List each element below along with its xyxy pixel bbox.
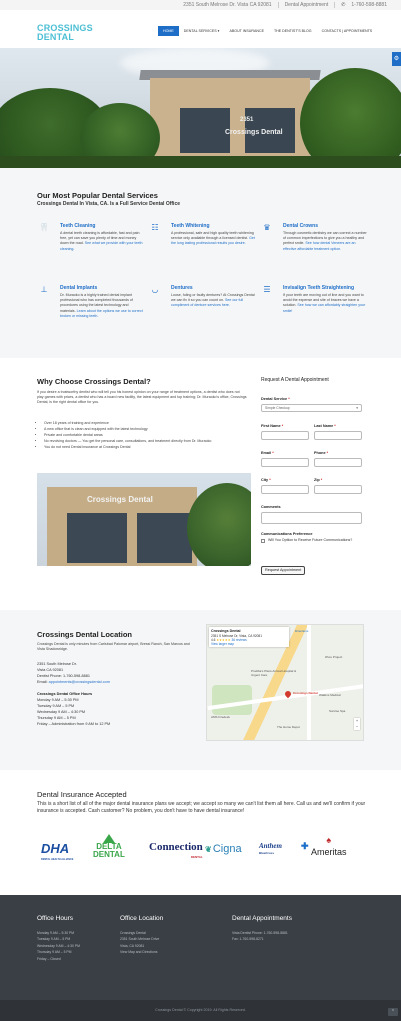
ameritas-flame-icon: ♠ bbox=[326, 835, 332, 845]
comm-pref-label: Communications Preference bbox=[261, 532, 313, 536]
insurance-desc: This is a short list of all of the major dental insurance plans we accept; we accept so many we can't list them all here. Call us and we'll confirm if your insurance is accepted. Cash customer? No problem, you don't have to have dental insurance! bbox=[37, 801, 366, 815]
services-section bbox=[0, 168, 401, 358]
tooth-cleaning-icon: 🦷 bbox=[39, 223, 49, 232]
why-choose-section bbox=[0, 365, 401, 610]
top-address: 2351 South Melrose Dr. Vista CA 92081 bbox=[183, 1, 272, 8]
last-name-input[interactable] bbox=[314, 431, 362, 440]
service-title[interactable]: Teeth Cleaning bbox=[60, 223, 96, 229]
last-name-label: Last Name * bbox=[314, 424, 336, 428]
photo-sign: Crossings Dental bbox=[87, 495, 153, 504]
map-place-address: 2351 S Melrose Dr, Vista, CA 92081 bbox=[211, 633, 262, 638]
map-zoom-control[interactable] bbox=[354, 718, 360, 730]
map-label: Walkins Medical bbox=[319, 693, 341, 697]
hours-list bbox=[37, 698, 197, 727]
zip-input[interactable] bbox=[314, 485, 362, 494]
photo-window bbox=[67, 513, 127, 563]
delta-dental-logo: DELTA DENTAL bbox=[93, 834, 125, 859]
comments-textarea[interactable] bbox=[261, 512, 362, 524]
service-link[interactable]: See how we can affordably straighten your smile! bbox=[283, 303, 366, 313]
zoom-in-icon: + bbox=[355, 718, 359, 723]
insurance-section bbox=[0, 770, 401, 895]
service-select[interactable]: Simple Checkup ▾ bbox=[261, 404, 362, 412]
divider bbox=[334, 2, 335, 8]
anthem-cross-icon: ✚ bbox=[301, 841, 309, 851]
hours-item: Thursday 9 AM – 5 PM bbox=[37, 715, 76, 720]
cigna-logo: ❦ Cigna bbox=[205, 843, 242, 855]
request-appointment-button[interactable]: Request Appointment bbox=[261, 566, 305, 575]
site-footer bbox=[0, 895, 401, 1000]
chevron-down-icon: ▾ bbox=[356, 406, 358, 410]
dentures-icon: ◡ bbox=[151, 285, 159, 294]
service-desc: A dental teeth cleaning is affordable, fast and pain free, yet can save you plenty of time and money down the road. See what we provide with your teeth cleaning. bbox=[60, 231, 143, 251]
teeth-whitening-icon: ☷ bbox=[151, 223, 159, 232]
dental-crowns-icon: ♛ bbox=[263, 223, 271, 232]
list-item: • No revolving doctors — You get the personal care, consultations, and treatment directly from Dr. Muraoko bbox=[44, 438, 249, 444]
list-item: • A new office that is clean and equipped with the latest technology bbox=[44, 426, 249, 432]
first-name-label: First Name * bbox=[261, 424, 284, 428]
dentist-phone: Dentist Phone: 1-760-598-8881 bbox=[37, 673, 90, 678]
map-label: Sunrise Spa bbox=[329, 709, 346, 713]
view-map-link[interactable]: View Map and Directions bbox=[120, 950, 158, 955]
office-photo bbox=[37, 473, 251, 566]
map-info-card bbox=[209, 627, 289, 647]
list-item: • You do not need Dental insurance at Crossings Dental bbox=[44, 444, 249, 450]
map-pin-label: Crossings Dental bbox=[293, 691, 318, 695]
email-input[interactable] bbox=[261, 458, 309, 467]
hero-building-sign: Crossings Dental bbox=[225, 129, 283, 136]
map-place-name: Crossings Dental bbox=[211, 629, 241, 633]
footer-appointments bbox=[232, 915, 292, 943]
city-label: City * bbox=[261, 478, 271, 482]
address-line: 2351 South Melrose Dr. bbox=[37, 662, 77, 666]
top-phone-link[interactable]: 1-760-598-8881 bbox=[351, 1, 387, 8]
list-item: • Private and comfortable dental areas bbox=[44, 432, 249, 438]
service-title[interactable]: Dental Implants bbox=[60, 285, 98, 291]
comments-label: Comments bbox=[261, 505, 281, 509]
form-title: Request A Dental Appointment bbox=[261, 377, 329, 383]
email-line: Email: appointments@crossingsdental.com bbox=[37, 679, 110, 684]
hero-hedge bbox=[0, 156, 401, 168]
site-header bbox=[0, 10, 401, 48]
hours-item: Monday 9 AM – 5:30 PM bbox=[37, 698, 79, 702]
hours-item: Friday – Administration from 9 AM to 12 PM bbox=[37, 721, 111, 726]
city-input[interactable] bbox=[261, 485, 309, 494]
logo-line1: CROSSINGS bbox=[37, 23, 93, 33]
divider bbox=[278, 2, 279, 8]
service-desc: If your teeth are moving out of line and you want to avoid the expense and site of braces we have a solution. See how we can affordably straighten your smile! bbox=[283, 293, 366, 313]
nav-dentists-blog[interactable]: THE DENTIST'S BLOG bbox=[273, 28, 312, 33]
footer-hours-list: Monday 9 AM – 5:30 PM Tuesday 9 AM – 5 PM Wednesday 9 AM – 4:30 PM Thursday 9 AM – 5 PM Friday – Closed bbox=[37, 930, 80, 961]
view-larger-map-link[interactable]: View larger map bbox=[211, 642, 234, 647]
footer-hours-title: Office Hours bbox=[37, 915, 74, 922]
google-map[interactable] bbox=[206, 624, 364, 741]
copyright-text: Crossings Dental © Copyright 2019. All Rights Reserved. bbox=[155, 1008, 246, 1013]
service-link[interactable]: See how dental Veneers are an effective affordable treatment option. bbox=[283, 241, 356, 251]
top-appointment-link[interactable]: Dental Appointment bbox=[284, 1, 329, 8]
insurance-logos bbox=[37, 834, 367, 866]
photo-window bbox=[137, 513, 192, 563]
logo-line2: DENTAL bbox=[37, 32, 75, 42]
site-logo[interactable] bbox=[37, 22, 97, 44]
email-label: Email * bbox=[261, 451, 274, 455]
map-rating: 4.6 ★★★★★ 36 reviews bbox=[211, 638, 247, 643]
services-subtitle: Crossings Dental In Vista, CA. Is a Full Service Dental Office bbox=[37, 201, 181, 207]
service-link[interactable]: See our full compliment of denture services here. bbox=[171, 298, 244, 308]
cigna-tree-icon: ❦ bbox=[205, 845, 212, 854]
list-item: • Over 18 years of training and experience bbox=[44, 420, 249, 426]
service-title[interactable]: Dental Crowns bbox=[283, 223, 319, 229]
why-intro: If you desire a trustworthy dentist who will tell you his honest opinion on your range of treatment options, a dentist who does not play games with prices, a dentist who has a board new facility, the latest equipment and top training; Dr. Muraoko's office, Crossings Dental, is the right dental office for you. bbox=[37, 390, 247, 405]
copyright-bar bbox=[0, 1000, 401, 1021]
main-nav bbox=[158, 26, 377, 36]
service-label: Dental Service * bbox=[261, 397, 290, 401]
service-title[interactable]: Teeth Whitening bbox=[171, 223, 210, 229]
dha-logo: DHA DENTAL HEALTH ALLIANCE bbox=[41, 841, 74, 861]
service-link[interactable]: Get the long lasting professional results you desire. bbox=[171, 236, 255, 246]
braces-icon: ☰ bbox=[263, 285, 271, 294]
services-title: Our Most Popular Dental Services bbox=[37, 191, 158, 200]
opt-in-label: Will You Optiion to Receive Future Communications? bbox=[268, 538, 353, 542]
footer-location-list: Crossings Dental 2351 South Melrose Drive Vista, CA 92081 View Map and Directions bbox=[120, 930, 160, 955]
map-road bbox=[307, 625, 311, 741]
footer-location bbox=[120, 915, 163, 956]
zip-label: Zip * bbox=[314, 478, 323, 482]
service-title[interactable]: Invisalign Teeth Straightening bbox=[283, 285, 355, 291]
footer-appt-list: Vista Dentist Phone: 1-760-598-8881 Fax: 1-760-598-8271 bbox=[232, 930, 288, 942]
why-title: Why Choose Crossings Dental? bbox=[37, 377, 151, 386]
hero-tree bbox=[300, 68, 401, 168]
phone-input[interactable] bbox=[314, 458, 362, 467]
nav-contacts[interactable]: CONTACTS | APPOINTMENTS bbox=[321, 28, 373, 33]
map-label: Prodiba's Plans Animal Hospital & Urgent Care bbox=[251, 669, 297, 678]
phone-icon: ✆ bbox=[341, 1, 346, 8]
service-desc: Dr. Muraoko is a highly trained dental implant professional who has completed thousands of procedures using the latest technology and materials. Learn about the options we use to correct broken or missing teeth. bbox=[60, 293, 143, 318]
ameritas-logo: ♠ Ameritas bbox=[311, 835, 347, 858]
map-label: iPure Project bbox=[325, 655, 343, 659]
opt-in-checkbox[interactable] bbox=[261, 539, 265, 543]
location-desc: Crossings Dental is only minutes from Carlsbad Palomar airport, Bressi Ranch, San Marcos and Vista Shadowridge. bbox=[37, 642, 190, 652]
star-icon: ★★★★★ bbox=[216, 638, 231, 643]
footer-location-title: Office Location bbox=[120, 915, 164, 922]
hours-title: Crossings Dental Office Hours bbox=[37, 692, 93, 696]
service-desc: A professional, safe and high quality teeth whitening service only available through a licensed dentist. Get the long lasting professional results you desire. bbox=[171, 231, 255, 246]
hero-image bbox=[0, 48, 401, 168]
location-title: Crossings Dental Location bbox=[37, 630, 133, 639]
share-icon[interactable]: ⚙ bbox=[392, 52, 401, 66]
top-bar bbox=[0, 0, 401, 10]
service-title[interactable]: Dentures bbox=[171, 285, 193, 291]
insurance-title: Dental Insurance Accepted bbox=[37, 790, 127, 799]
email-link[interactable]: appointments@crossingsdental.com bbox=[48, 679, 110, 684]
connection-dental-logo: Connection DENTAL bbox=[149, 841, 203, 859]
map-label: The Home Depot bbox=[277, 725, 300, 729]
service-link[interactable]: See what we provide with your teeth cleaning. bbox=[60, 241, 143, 251]
why-list bbox=[44, 420, 249, 451]
hours-item: Wednesday 9 AM – 4:30 PM bbox=[37, 709, 86, 714]
service-desc: Loose, fuling or faulty dentures? At Crossings Dental we can fix it so you can count on. See our full compliment of denture services here. bbox=[171, 293, 255, 308]
zoom-out-icon: − bbox=[355, 724, 359, 729]
nav-dental-services[interactable]: DENTAL SERVICES ▾ bbox=[183, 28, 220, 33]
address-line: Vista CA 92081 bbox=[37, 667, 64, 672]
first-name-input[interactable] bbox=[261, 431, 309, 440]
phone-label: Phone * bbox=[314, 451, 329, 455]
hours-item: Tuesday 9 AM – 5 PM bbox=[37, 703, 75, 708]
service-desc: Through cosmetic dentistry we can correct a number of common imperfections to give you a healthy and perfect smile. See how dental Veneers are an effective affordable treatment option. bbox=[283, 231, 367, 251]
nav-about-insurance[interactable]: ABOUT INSURANCE bbox=[229, 28, 264, 33]
footer-hours bbox=[37, 915, 80, 962]
service-link[interactable]: Learn about the options we use to correct broken or missing teeth. bbox=[60, 308, 143, 318]
nav-home[interactable]: HOME bbox=[158, 26, 179, 36]
footer-appt-title: Dental Appointments bbox=[232, 915, 292, 922]
hero-building-number: 2351 bbox=[240, 117, 254, 123]
location-section bbox=[0, 610, 401, 770]
anthem-logo: Anthem BlueCross bbox=[259, 842, 282, 856]
scroll-top-icon[interactable]: ⌃ bbox=[388, 1008, 398, 1016]
map-label: AMS Firedesk bbox=[211, 715, 230, 719]
hero-window bbox=[180, 108, 230, 153]
address-block bbox=[37, 662, 197, 686]
dental-implant-icon: ⊥ bbox=[40, 285, 48, 294]
map-directions-link[interactable]: Directions bbox=[295, 629, 309, 633]
